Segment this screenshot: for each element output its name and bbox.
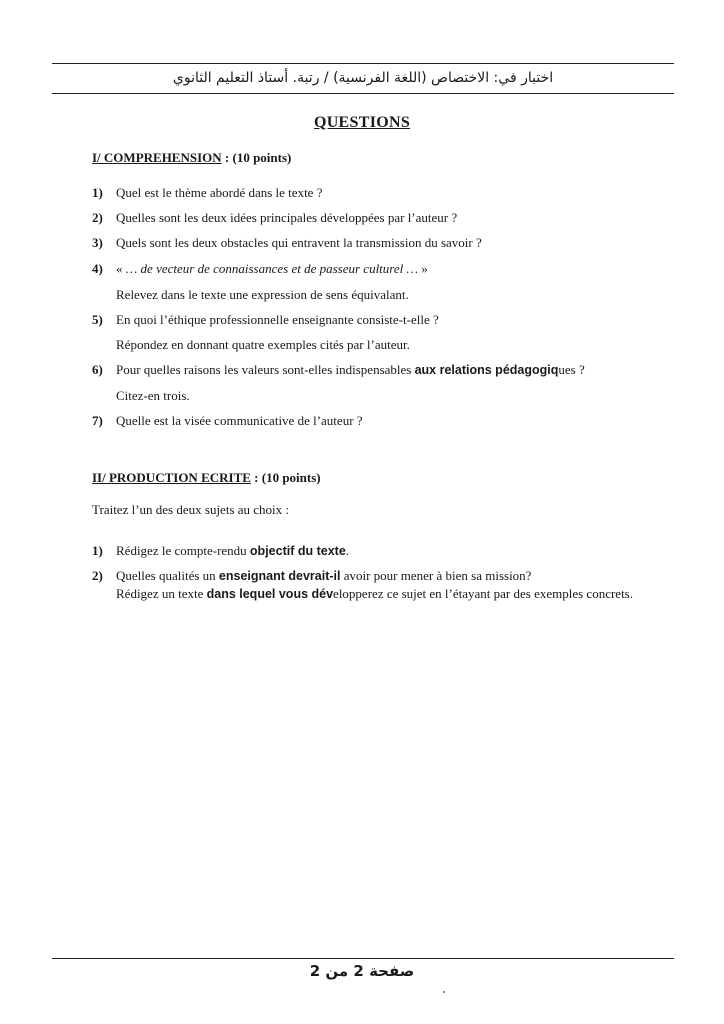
scan-speck: [443, 991, 445, 993]
question-number: 7): [92, 413, 103, 428]
header-rule-bottom: [52, 93, 674, 94]
production-heading-label: II/ PRODUCTION ECRITE: [92, 470, 251, 485]
question-3: [92, 235, 677, 251]
question-4: [92, 261, 677, 277]
comprehension-heading: [92, 150, 291, 166]
subject-number: 2): [92, 568, 103, 583]
header-rule-top: [52, 63, 674, 64]
page-title: QUESTIONS: [313, 114, 411, 131]
subject-2-instruction-end: elopperez ce sujet en l’étayant par des exemples concrets.: [333, 586, 633, 601]
production-intro: Traitez l’un des deux sujets au choix :: [92, 502, 290, 517]
question-1: [92, 185, 677, 201]
question-7: [92, 413, 677, 429]
question-number: 6): [92, 362, 103, 377]
question-number: 5): [92, 312, 103, 327]
question-5: [92, 312, 677, 328]
production-heading: [92, 470, 321, 486]
page-number-footer: صفحة 2 من 2: [309, 962, 415, 980]
question-text: Quels sont les deux obstacles qui entravent la transmission du savoir ?: [116, 235, 482, 250]
header-arabic-title: اختبار في: الاختصاص (اللغة الفرنسية) / رتبة. أستاذ التعليم الثانوي: [172, 70, 554, 86]
question-5-instruction: Répondez en donnant quatre exemples cités par l’auteur.: [116, 337, 410, 352]
subject-text-end: .: [345, 543, 350, 558]
subject-text: Rédigez le compte-rendu: [116, 543, 250, 558]
subject-2-instruction-bold: dans lequel vous dév: [206, 587, 334, 601]
question-number: 2): [92, 210, 103, 225]
quote-open: «: [116, 261, 126, 276]
subject-text-bold: objectif du texte: [249, 544, 346, 558]
subject-text: Quelles qualités un: [116, 568, 219, 583]
question-text: Quelle est la visée communicative de l’auteur ?: [116, 413, 363, 428]
question-text: Pour quelles raisons les valeurs sont-elles indispensables: [116, 362, 415, 377]
question-text: Quelles sont les deux idées principales développées par l’auteur ?: [116, 210, 458, 225]
question-6: [92, 362, 677, 378]
question-number: 1): [92, 185, 103, 200]
subject-text-end: avoir pour mener à bien sa mission?: [340, 568, 532, 583]
question-text-end: ues ?: [558, 362, 585, 377]
subject-2-instruction: [116, 586, 676, 602]
question-text: En quoi l’éthique professionnelle enseignante consiste-t-elle ?: [116, 312, 439, 327]
question-2: [92, 210, 677, 226]
footer-rule: [52, 958, 674, 959]
production-points: : (10 points): [250, 470, 321, 485]
subject-2-instruction-text: Rédigez un texte: [116, 586, 207, 601]
question-number: 4): [92, 261, 103, 276]
subject-1: [92, 543, 677, 559]
subject-number: 1): [92, 543, 103, 558]
question-6-instruction: Citez-en trois.: [116, 388, 190, 403]
quote-text: … de vecteur de connaissances et de passeur culturel …: [125, 261, 419, 276]
question-4-instruction: Relevez dans le texte une expression de sens équivalant.: [116, 287, 409, 302]
question-text-bold: aux relations pédagogiq: [414, 363, 559, 377]
comprehension-points: : (10 points): [221, 150, 292, 165]
subject-2: [92, 568, 677, 584]
quote-close: »: [418, 261, 428, 276]
question-text: Quel est le thème abordé dans le texte ?: [116, 185, 323, 200]
question-number: 3): [92, 235, 103, 250]
subject-text-bold: enseignant devrait-il: [218, 569, 341, 583]
comprehension-heading-label: I/ COMPREHENSION: [92, 150, 222, 165]
